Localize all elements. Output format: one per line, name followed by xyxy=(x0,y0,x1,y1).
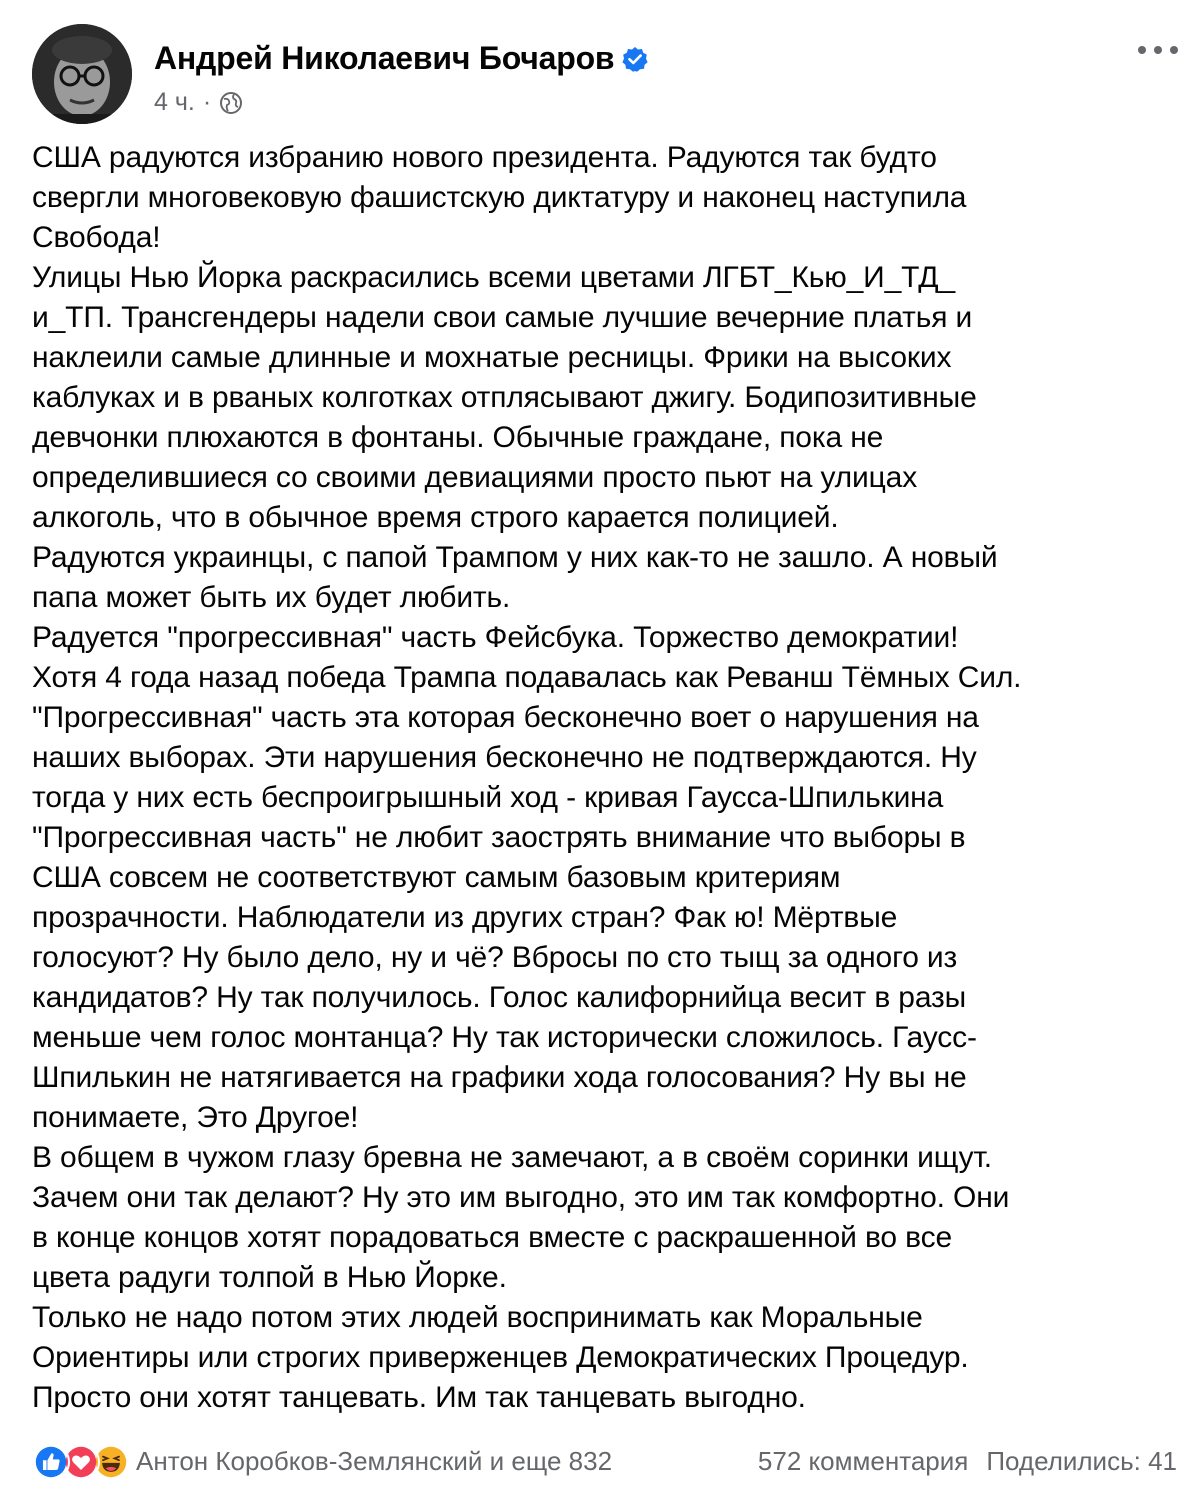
body-line: Шпилькин не натягивается на графики хода голосования? Ну вы не xyxy=(32,1061,967,1094)
body-line: определившиеся со своими девиациями просто пьют на улицах xyxy=(32,461,918,494)
reactors-text[interactable]: Антон Коробков-Землянский и еще 832 xyxy=(136,1446,613,1476)
body-line: тогда у них есть беспроигрышный ход - кривая Гаусса-Шпилькина xyxy=(32,781,944,814)
post-footer xyxy=(32,1440,1177,1484)
body-line: Радуются украинцы, с папой Трампом у них как-то не зашло. А новый xyxy=(32,541,998,574)
body-line: Зачем они так делают? Ну это им выгодно, это им так комфортно. Они xyxy=(32,1181,1010,1214)
body-line: в конце концов хотят порадоваться вместе с раскрашенной во все xyxy=(32,1221,952,1254)
author-name[interactable] xyxy=(154,40,648,77)
body-line: понимаете, Это Другое! xyxy=(32,1101,359,1134)
body-line: свергли многовековую фашистскую диктатуру и наконец наступила xyxy=(32,181,967,214)
body-line: прозрачности. Наблюдатели из других стран? Фак ю! Мёртвые xyxy=(32,901,898,934)
post-header xyxy=(32,24,1180,124)
body-line: наклеили самые длинные и мохнатые ресницы. Фрики на высоких xyxy=(32,341,952,374)
body-line: Хотя 4 года назад победа Трампа подавалась как Реванш Тёмных Сил. xyxy=(32,661,1022,694)
body-line: каблуках и в рваных колготках отплясывают джигу. Бодипозитивные xyxy=(32,381,977,414)
author-avatar[interactable] xyxy=(32,24,132,124)
shares-count[interactable]: Поделились: 41 xyxy=(986,1446,1177,1476)
body-line: Улицы Нью Йорка раскрасились всеми цветами ЛГБТ_Кью_И_ТД_ xyxy=(32,261,955,294)
reaction-icons[interactable] xyxy=(32,1443,132,1481)
body-line: Только не надо потом этих людей воспринимать как Моральные xyxy=(32,1301,923,1334)
body-line: и_ТП. Трансгендеры надели свои самые лучшие вечерние платья и xyxy=(32,301,973,334)
body-line: США совсем не соответствуют самым базовым критериям xyxy=(32,861,841,894)
body-line: цвета радуги толпой в Нью Йорке. xyxy=(32,1261,507,1294)
verified-badge-icon xyxy=(622,46,648,72)
author-name-text[interactable]: Андрей Николаевич Бочаров xyxy=(154,40,615,76)
body-line: "Прогрессивная часть" не любит заострять внимание что выборы в xyxy=(32,821,966,854)
body-line: Свобода! xyxy=(32,221,161,254)
body-line: наших выборах. Эти нарушения бесконечно не подтверждаются. Ну xyxy=(32,741,977,774)
body-line: В общем в чужом глазу бревна не замечают, а в своём соринки ищут. xyxy=(32,1141,992,1174)
body-line: США радуются избранию нового президента. Радуются так будто xyxy=(32,141,937,174)
avatar-photo xyxy=(32,24,132,124)
body-line: девчонки плюхаются в фонтаны. Обычные граждане, пока не xyxy=(32,421,884,454)
post-stats xyxy=(758,1446,1177,1477)
comments-count[interactable]: 572 комментария xyxy=(757,1446,969,1476)
more-options-icon[interactable] xyxy=(1136,38,1180,62)
globe-icon[interactable] xyxy=(219,91,243,115)
body-line: Просто они хотят танцевать. Им так танцевать выгодно. xyxy=(32,1381,806,1414)
body-line: Ориентиры или строгих приверженцев Демократических Процедур. xyxy=(32,1341,969,1374)
body-line: меньше чем голос монтанца? Ну так исторически сложилось. Гаусс- xyxy=(32,1021,977,1054)
body-line: кандидатов? Ну так получилось. Голос калифорнийца весит в разы xyxy=(32,981,967,1014)
post-meta xyxy=(154,88,243,117)
like-icon[interactable] xyxy=(32,1443,70,1481)
post-time[interactable]: 4 ч. xyxy=(154,88,195,116)
body-line: голосуют? Ну было дело, ну и чё? Вбросы по сто тыщ за одного из xyxy=(32,941,958,974)
body-line: алкоголь, что в обычное время строго карается полицией. xyxy=(32,501,839,534)
body-line: "Прогрессивная" часть эта которая бесконечно воет о нарушения на xyxy=(32,701,979,734)
meta-separator: · xyxy=(202,88,212,116)
body-line: папа может быть их будет любить. xyxy=(32,581,511,614)
post-body xyxy=(32,138,1177,1418)
body-line: Радуется "прогрессивная" часть Фейсбука. Торжество демократии! xyxy=(32,621,959,654)
